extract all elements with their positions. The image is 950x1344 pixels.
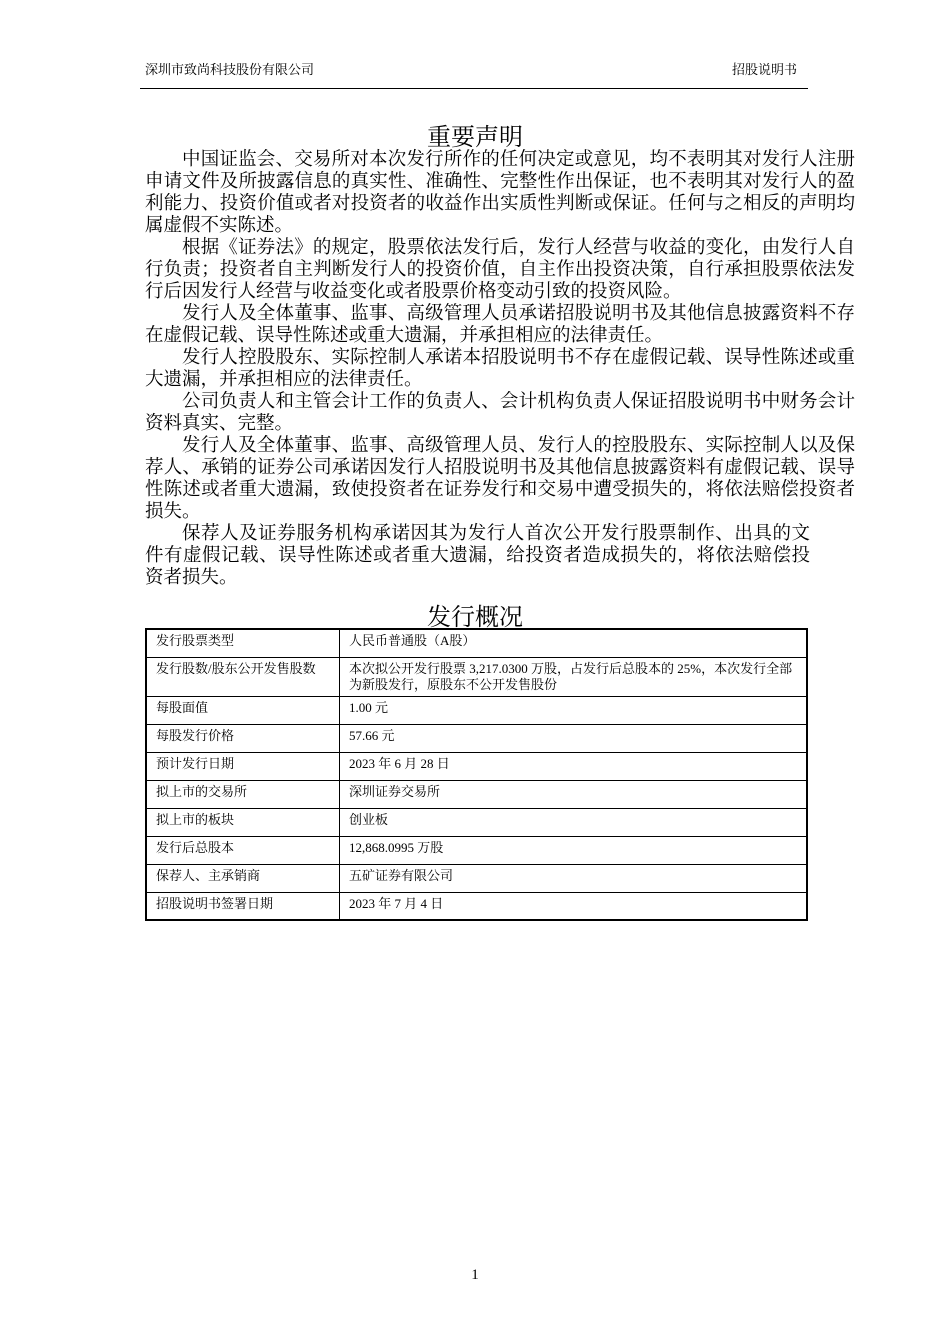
paragraph: 公司负责人和主管会计工作的负责人、会计机构负责人保证招股说明书中财务会计资料真实、完整。 xyxy=(145,392,855,434)
row-label: 发行股票类型 xyxy=(146,629,340,657)
overview-title: 发行概况 xyxy=(427,603,523,631)
table-row xyxy=(146,864,807,892)
row-value: 本次拟公开发行股票 3,217.0300 万股，占发行后总股本的 25%，本次发行全部为新股发行，原股东不公开发售股份 xyxy=(340,657,808,696)
row-value: 1.00 元 xyxy=(340,696,808,724)
overview-table xyxy=(145,628,808,921)
paragraph: 中国证监会、交易所对本次发行所作的任何决定或意见，均不表明其对发行人注册申请文件及所披露信息的真实性、准确性、完整性作出保证，也不表明其对发行人的盈利能力、投资价值或者对投资者的收益作出实质性判断或保证。任何与之相反的声明均属虚假不实陈述。 xyxy=(145,150,855,236)
table-row xyxy=(146,780,807,808)
table-row xyxy=(146,724,807,752)
declaration-body xyxy=(145,149,855,589)
row-value: 人民币普通股（A股） xyxy=(340,629,808,657)
paragraph: 保荐人及证券服务机构承诺因其为发行人首次公开发行股票制作、出具的文件有虚假记载、误导性陈述或者重大遗漏，给投资者造成损失的，将依法赔偿投资者损失。 xyxy=(145,524,810,588)
paragraph: 发行人控股股东、实际控制人承诺本招股说明书不存在虚假记载、误导性陈述或重大遗漏，并承担相应的法律责任。 xyxy=(145,348,855,390)
row-label: 发行股数/股东公开发售股数 xyxy=(146,657,340,696)
row-value: 2023 年 6 月 28 日 xyxy=(340,752,808,780)
header-company: 深圳市致尚科技股份有限公司 xyxy=(145,62,315,77)
table-row xyxy=(146,657,807,696)
paragraph: 发行人及全体董事、监事、高级管理人员、发行人的控股股东、实际控制人以及保荐人、承销的证券公司承诺因发行人招股说明书及其他信息披露资料有虚假记载、误导性陈述或者重大遗漏，致使投资者在证券发行和交易中遭受损失的，将依法赔偿投资者损失。 xyxy=(145,436,855,522)
table-row xyxy=(146,629,807,657)
header-divider xyxy=(140,88,808,89)
row-value: 57.66 元 xyxy=(340,724,808,752)
row-label: 预计发行日期 xyxy=(146,752,340,780)
row-value: 2023 年 7 月 4 日 xyxy=(340,892,808,920)
row-label: 发行后总股本 xyxy=(146,836,340,864)
table-row xyxy=(146,808,807,836)
table-row xyxy=(146,752,807,780)
row-label: 招股说明书签署日期 xyxy=(146,892,340,920)
row-label: 拟上市的板块 xyxy=(146,808,340,836)
row-value: 创业板 xyxy=(340,808,808,836)
row-label: 每股面值 xyxy=(146,696,340,724)
row-label: 保荐人、主承销商 xyxy=(146,864,340,892)
declaration-title: 重要声明 xyxy=(427,123,523,151)
table-row xyxy=(146,836,807,864)
paragraph: 根据《证券法》的规定，股票依法发行后，发行人经营与收益的变化，由发行人自行负责；投资者自主判断发行人的投资价值，自主作出投资决策，自行承担股票依法发行后因发行人经营与收益变化或者股票价格变动引致的投资风险。 xyxy=(145,238,855,302)
row-label: 每股发行价格 xyxy=(146,724,340,752)
row-value: 五矿证券有限公司 xyxy=(340,864,808,892)
paragraph: 发行人及全体董事、监事、高级管理人员承诺招股说明书及其他信息披露资料不存在虚假记载、误导性陈述或重大遗漏，并承担相应的法律责任。 xyxy=(145,304,855,346)
row-value: 12,868.0995 万股 xyxy=(340,836,808,864)
row-label: 拟上市的交易所 xyxy=(146,780,340,808)
table-row xyxy=(146,892,807,920)
table-row xyxy=(146,696,807,724)
page-number: 1 xyxy=(471,1267,479,1283)
row-value: 深圳证券交易所 xyxy=(340,780,808,808)
header-doc-type: 招股说明书 xyxy=(732,62,798,77)
